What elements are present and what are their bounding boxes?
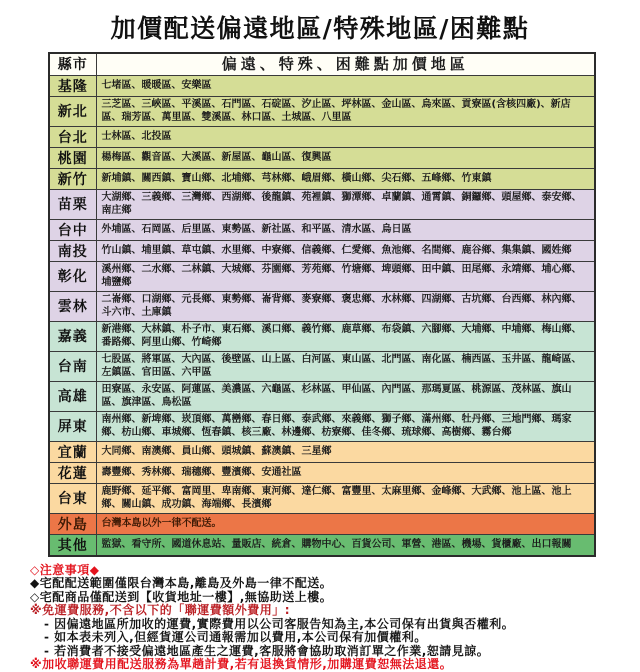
county-cell: 台中 bbox=[49, 219, 96, 240]
table-row bbox=[49, 483, 595, 513]
areas-cell: 竹山鎮、埔里鎮、草屯鎮、水里鄉、中寮鄉、信義鄉、仁愛鄉、魚池鄉、名間鄉、鹿谷鄉、集集鎮、國姓鄉 bbox=[96, 240, 595, 261]
note-line: ※免運費服務,不含以下的「聯運費額外費用」: bbox=[30, 603, 291, 617]
county-cell: 台北 bbox=[49, 126, 96, 147]
table-row bbox=[49, 240, 595, 261]
county-cell: 其他 bbox=[49, 534, 96, 556]
table-row bbox=[49, 351, 595, 381]
table-row bbox=[49, 411, 595, 441]
county-cell: 台南 bbox=[49, 351, 96, 381]
county-cell: 新竹 bbox=[49, 168, 96, 189]
note-line: ◇注意事項◆ bbox=[30, 562, 100, 577]
county-cell: 新北 bbox=[49, 96, 96, 126]
page-title: 加價配送偏遠地區/特殊地區/困難點 bbox=[110, 14, 530, 43]
areas-cell: 田寮區、永安區、阿蓮區、美濃區、六龜區、杉林區、甲仙區、內門區、那瑪夏區、桃源區、茂林區、旗山區、旗津區、鳥松區 bbox=[96, 381, 595, 411]
header-county: 縣市 bbox=[49, 53, 96, 75]
table-row bbox=[49, 147, 595, 168]
county-cell: 高雄 bbox=[49, 381, 96, 411]
areas-cell: 溪州鄉、二水鄉、二林鎮、大城鄉、芬園鄉、芳苑鄉、竹塘鄉、埤頭鄉、田中鎮、田尾鄉、永靖鄉、埔心鄉、埔鹽鄉 bbox=[96, 261, 595, 291]
note-line: - 如本表未列入,但經貨運公司通報需加以費用,本公司保有加價權利。 bbox=[44, 630, 427, 644]
table-header-row bbox=[49, 53, 595, 75]
county-cell: 雲林 bbox=[49, 291, 96, 321]
table-row bbox=[49, 219, 595, 240]
areas-cell: 監獄、看守所、國道休息站、量販店、統倉、購物中心、百貨公司、軍營、港區、機場、貨櫃廠、出口報關 bbox=[96, 534, 595, 556]
note-line: - 若消費者不接受偏遠地區產生之運費,客服將會協助取消訂單之作業,恕請見諒。 bbox=[44, 643, 490, 658]
county-cell: 南投 bbox=[49, 240, 96, 261]
table-row bbox=[49, 534, 595, 556]
county-cell: 宜蘭 bbox=[49, 441, 96, 462]
table-row bbox=[49, 96, 595, 126]
table-row bbox=[49, 75, 595, 96]
note-line: - 因偏遠地區所加收的運費,實際費用以公司客服告知為主,本公司保有出貨與否權利。 bbox=[44, 616, 515, 631]
county-cell: 桃園 bbox=[49, 147, 96, 168]
areas-cell: 七堵區、暖暖區、安樂區 bbox=[96, 75, 595, 96]
areas-cell: 南州鄉、新埤鄉、崁頂鄉、萬巒鄉、春日鄉、泰武鄉、來義鄉、獅子鄉、滿州鄉、牡丹鄉、三地門鄉、瑪家鄉、枋山鄉、車城鄉、恆春鎮、核三廠、林邊鄉、枋寮鄉、佳冬鄉、琉球鄉、高樹鄉、霧台鄉 bbox=[96, 411, 595, 441]
areas-cell: 台灣本島以外一律不配送。 bbox=[96, 513, 595, 534]
table-row bbox=[49, 261, 595, 291]
surcharge-area-table bbox=[48, 52, 596, 557]
areas-cell: 新埔鎮、關西鎮、寶山鄉、北埔鄉、芎林鄉、峨眉鄉、橫山鄉、尖石鄉、五峰鄉、竹東鎮 bbox=[96, 168, 595, 189]
table-row bbox=[49, 513, 595, 534]
areas-cell: 新港鄉、大林鎮、朴子市、東石鄉、溪口鄉、義竹鄉、鹿草鄉、布袋鎮、六腳鄉、大埔鄉、中埔鄉、梅山鄉、番路鄉、阿里山鄉、竹崎鄉 bbox=[96, 321, 595, 351]
table-row bbox=[49, 462, 595, 483]
note-line: ※加收聯運費用配送服務為單趟計費,若有退換貨情形,加購運費恕無法退還。 bbox=[30, 657, 453, 671]
areas-cell: 壽豐鄉、秀林鄉、瑞穗鄉、豐濱鄉、安通社區 bbox=[96, 462, 595, 483]
areas-cell: 大湖鄉、三義鄉、三灣鄉、西湖鄉、後龍鎮、苑裡鎮、獅潭鄉、卓蘭鎮、通霄鎮、銅鑼鄉、頭屋鄉、泰安鄉、南庄鄉 bbox=[96, 189, 595, 219]
table-row bbox=[49, 126, 595, 147]
notes-section bbox=[30, 564, 640, 672]
table-row bbox=[49, 189, 595, 219]
areas-cell: 外埔區、石岡區、后里區、東勢區、新社區、和平區、清水區、烏日區 bbox=[96, 219, 595, 240]
county-cell: 苗栗 bbox=[49, 189, 96, 219]
county-cell: 彰化 bbox=[49, 261, 96, 291]
county-cell: 基隆 bbox=[49, 75, 96, 96]
areas-cell: 二崙鄉、口湖鄉、元長鄉、東勢鄉、崙背鄉、麥寮鄉、褒忠鄉、水林鄉、四湖鄉、古坑鄉、台西鄉、林內鄉、斗六市、土庫鎮 bbox=[96, 291, 595, 321]
table-row bbox=[49, 321, 595, 351]
table-row bbox=[49, 381, 595, 411]
header-areas: 偏遠、特殊、困難點加價地區 bbox=[96, 53, 595, 75]
county-cell: 屏東 bbox=[49, 411, 96, 441]
note-line: ◇宅配商品僅配送到【收貨地址一樓】,無協助送上樓。 bbox=[30, 589, 333, 604]
table-row bbox=[49, 441, 595, 462]
areas-cell: 七股區、將軍區、大內區、後壁區、山上區、白河區、東山區、北門區、南化區、楠西區、玉井區、龍崎區、左鎮區、官田區、六甲區 bbox=[96, 351, 595, 381]
areas-cell: 大同鄉、南澳鄉、員山鄉、頭城鎮、蘇澳鎮、三星鄉 bbox=[96, 441, 595, 462]
county-cell: 花蓮 bbox=[49, 462, 96, 483]
areas-cell: 楊梅區、觀音區、大溪區、新屋區、龜山區、復興區 bbox=[96, 147, 595, 168]
areas-cell: 鹿野鄉、延平鄉、富岡里、卑南鄉、東河鄉、達仁鄉、富豐里、太麻里鄉、金峰鄉、大武鄉、池上區、池上鄉、關山鎮、成功鎮、海端鄉、長濱鄉 bbox=[96, 483, 595, 513]
county-cell: 台東 bbox=[49, 483, 96, 513]
county-cell: 嘉義 bbox=[49, 321, 96, 351]
note-line: ◆宅配配送範圍僅限台灣本島,離島及外島一律不配送。 bbox=[30, 576, 333, 590]
county-cell: 外島 bbox=[49, 513, 96, 534]
table-row bbox=[49, 291, 595, 321]
table-row bbox=[49, 168, 595, 189]
areas-cell: 士林區、北投區 bbox=[96, 126, 595, 147]
areas-cell: 三芝區、三峽區、平溪區、石門區、石碇區、汐止區、坪林區、金山區、烏來區、貢寮區(含核四廠)、新店區、瑞芳區、萬里區、雙溪區、林口區、土城區、八里區 bbox=[96, 96, 595, 126]
